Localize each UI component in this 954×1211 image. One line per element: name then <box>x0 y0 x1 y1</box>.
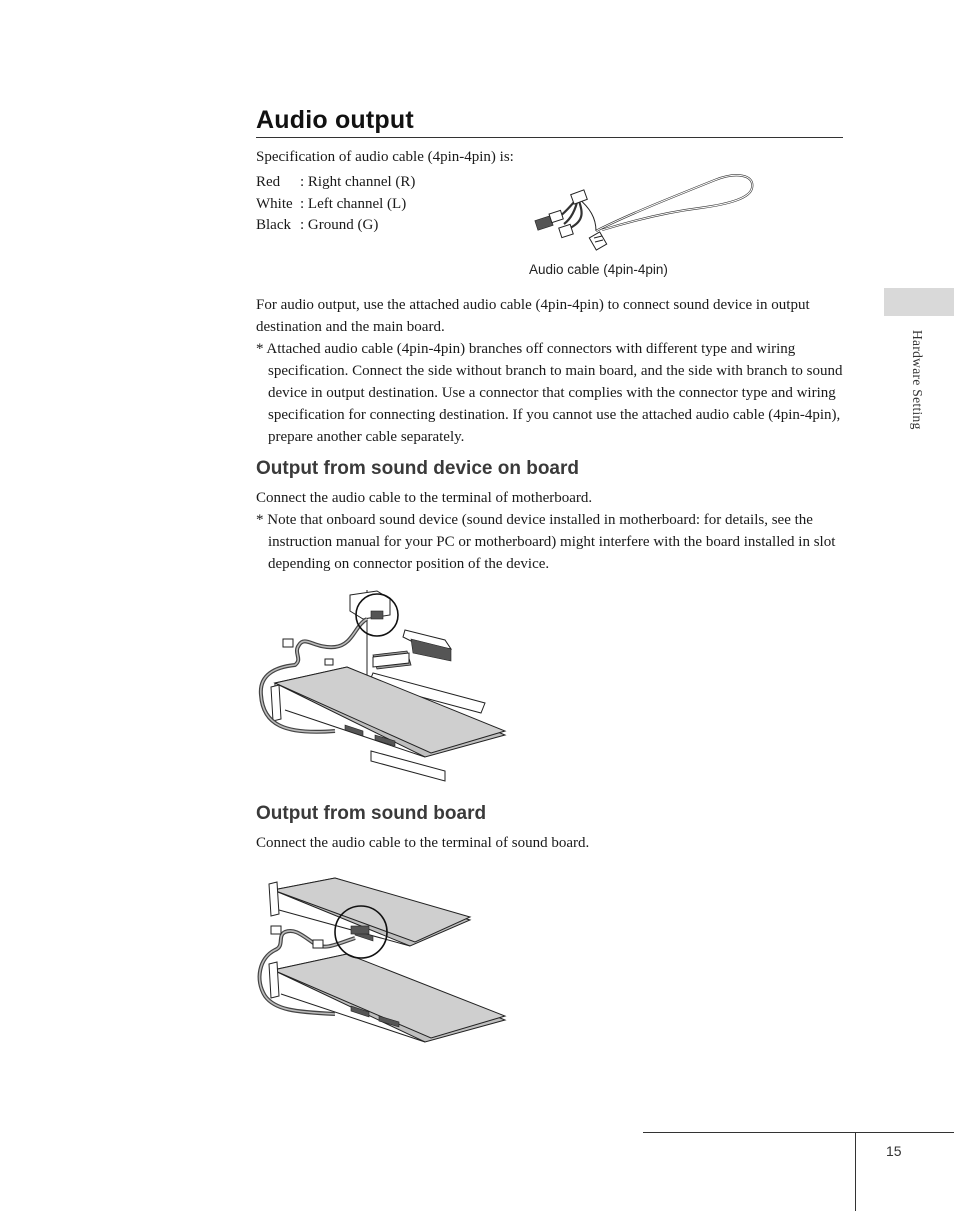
soundboard-paragraph: Connect the audio cable to the terminal of sound board. <box>256 835 590 851</box>
spec-key: Red <box>256 174 281 190</box>
spec-intro: Specification of audio cable (4pin-4pin) is: <box>256 149 514 165</box>
sidebar-label: Hardware Setting <box>910 330 925 430</box>
audio-output-paragraph: For audio output, use the attached audio cable (4pin-4pin) to connect sound device in output destination and the main board. <box>256 297 810 335</box>
spec-key: Black <box>256 217 291 233</box>
audio-cable-note: * Attached audio cable (4pin-4pin) branches off connectors with different type and wiring specification. Connect the side without branch to main board, and the side with branch to sound device in output destination. Use a connector that complies with the connector type and wiring specification for connecting destination. If you cannot use the attached audio cable (4pin-4pin), prepare another cable separately. <box>256 341 843 445</box>
spec-value: : Right channel (R) <box>300 174 416 190</box>
onboard-paragraph: Connect the audio cable to the terminal of motherboard. <box>256 490 593 506</box>
spec-value: : Left channel (L) <box>300 196 407 212</box>
spec-row-white <box>256 193 516 215</box>
spec-value: : Ground (G) <box>300 217 379 233</box>
footer-rule <box>643 1132 954 1133</box>
soundboard-connection-illustration <box>255 870 510 1050</box>
spec-key: White <box>256 196 293 212</box>
section-title: Audio output <box>256 106 414 134</box>
page-number: 15 <box>886 1143 902 1159</box>
title-rule <box>256 137 843 138</box>
section-tab <box>884 288 954 316</box>
spec-row-black <box>256 214 516 236</box>
spec-row-red <box>256 171 516 193</box>
soundboard-heading: Output from sound board <box>256 803 487 824</box>
onboard-heading: Output from sound device on board <box>256 458 579 479</box>
cable-caption: Audio cable (4pin-4pin) <box>529 262 668 277</box>
onboard-note: * Note that onboard sound device (sound device installed in motherboard: for details, see the instruction manual for your PC or motherboard) might interfere with the board installed in slot depending on connector position of the device. <box>256 512 836 572</box>
footer-divider <box>855 1132 856 1211</box>
audio-cable-illustration <box>530 168 770 258</box>
onboard-connection-illustration <box>255 585 515 790</box>
